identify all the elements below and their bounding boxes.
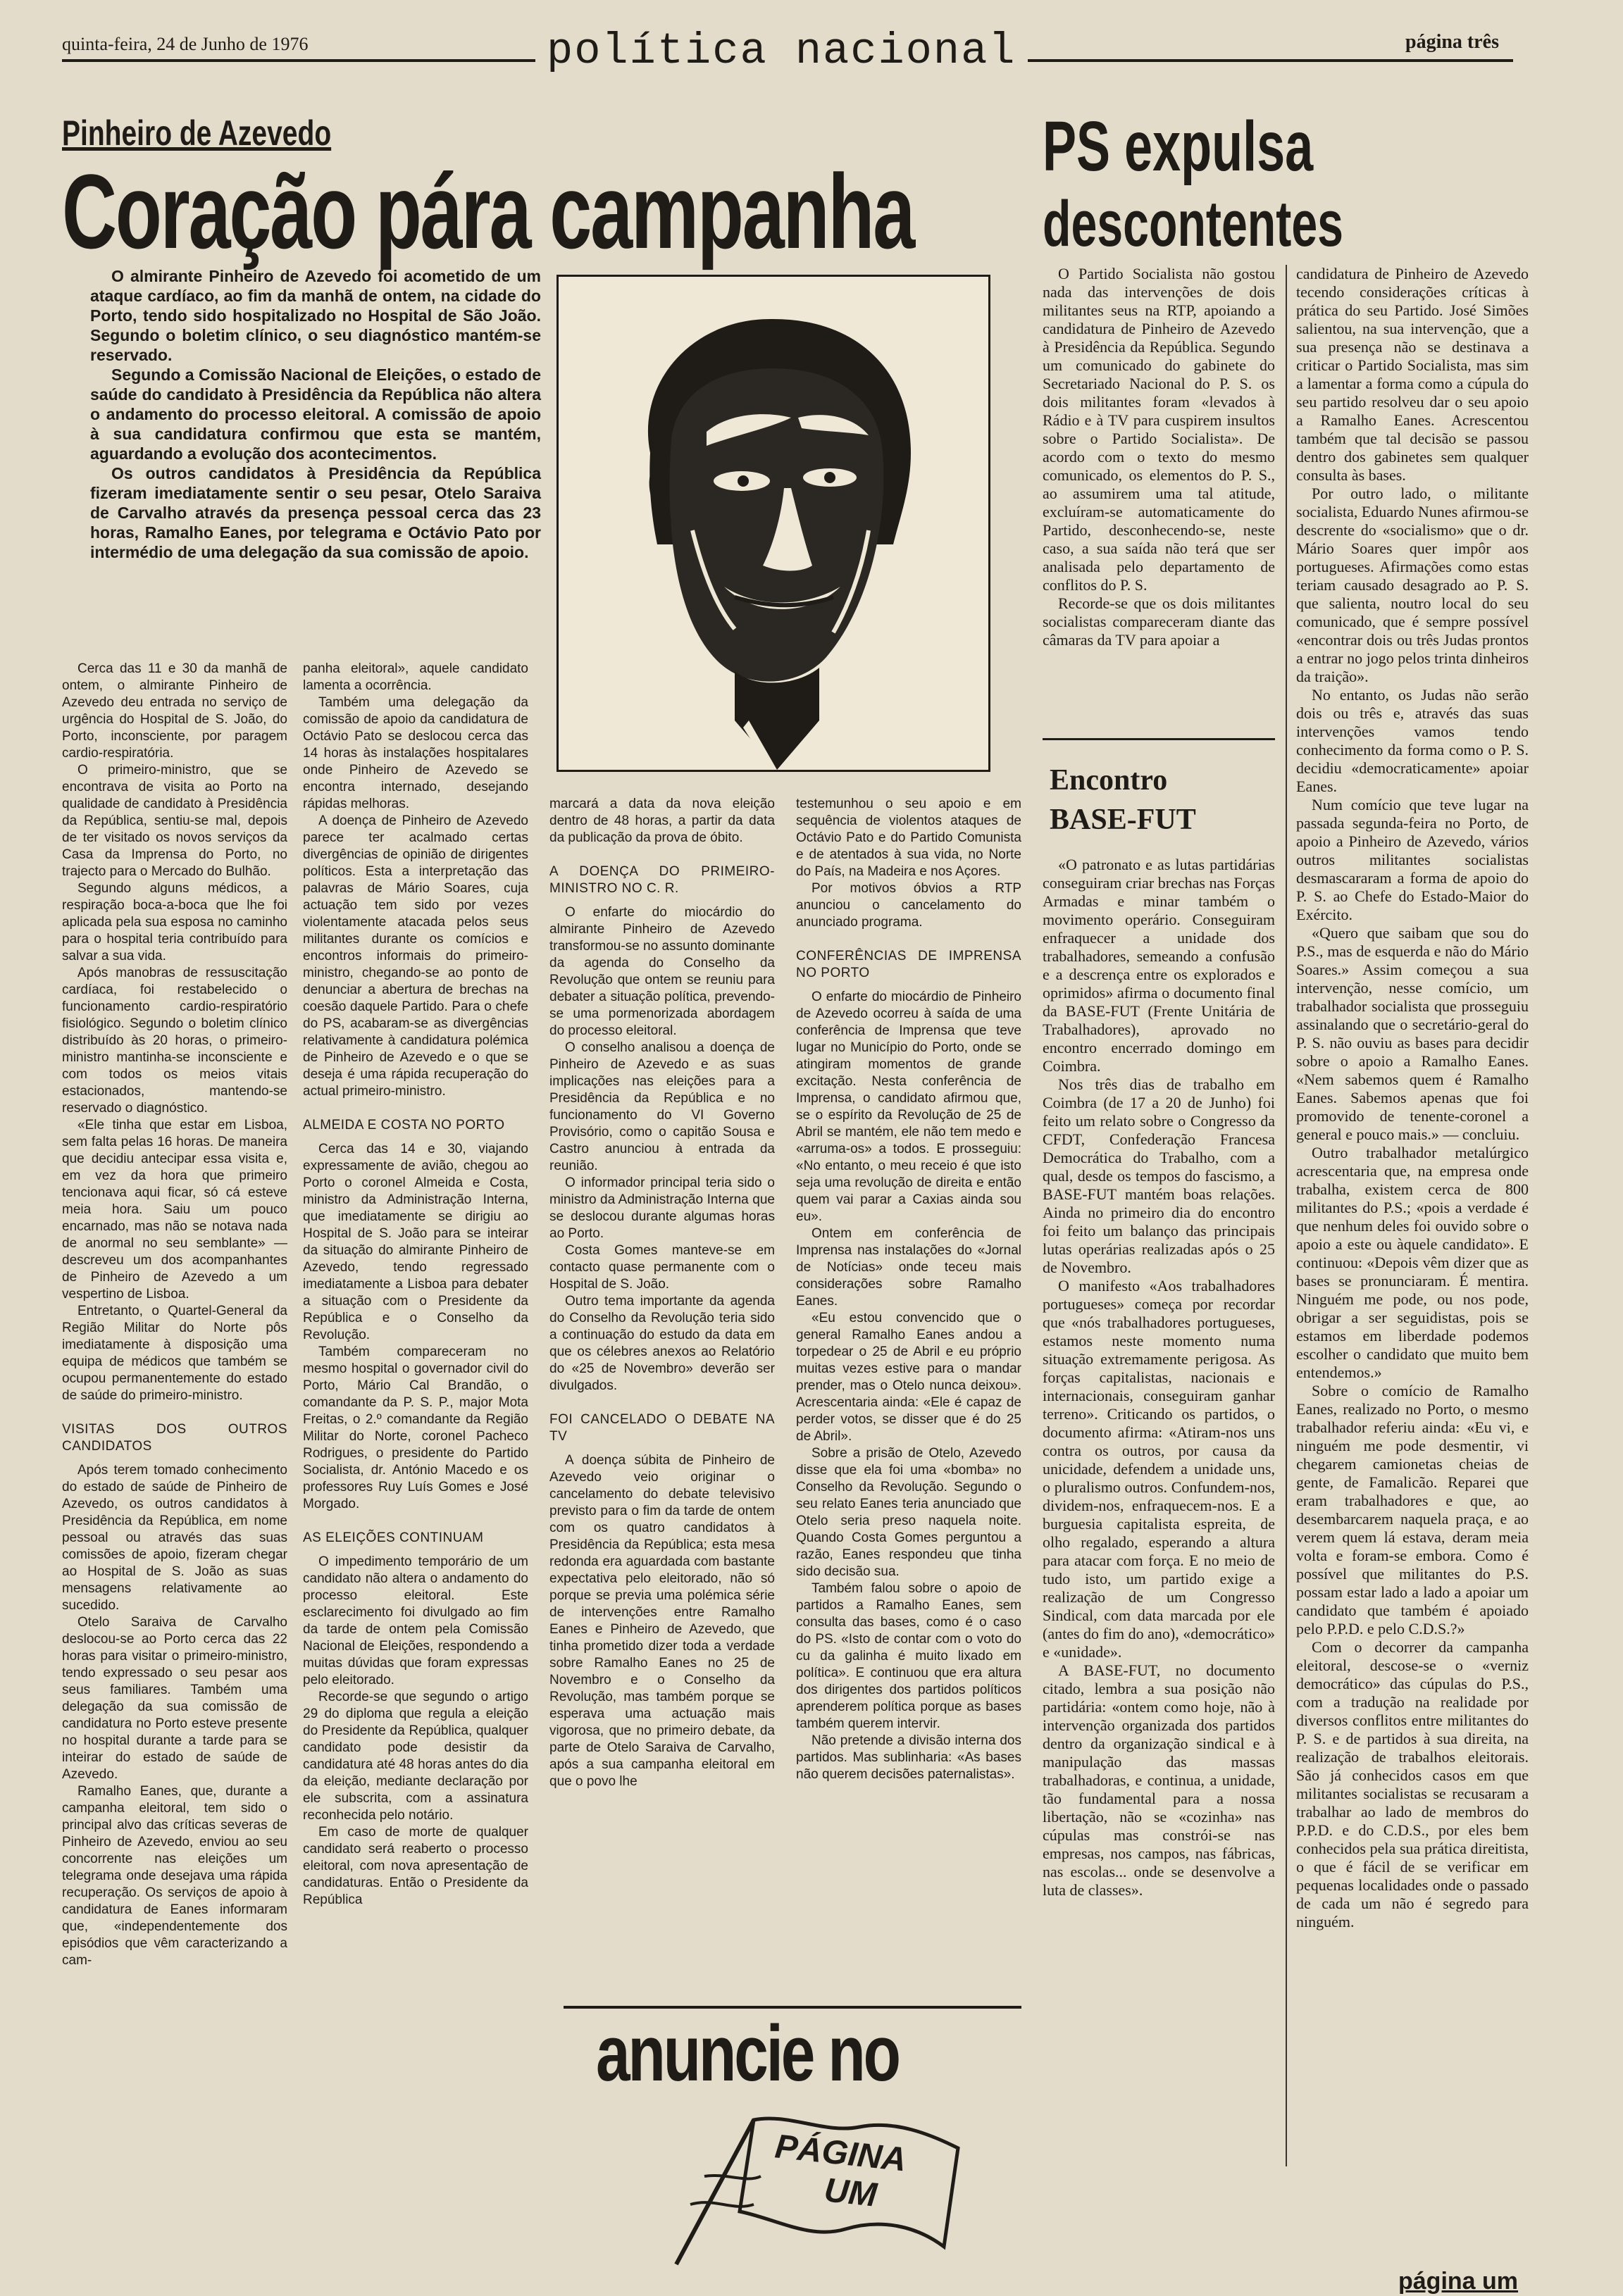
paragraph: Cerca das 11 e 30 da manhã de ontem, o almirante Pinheiro de Azevedo deu entrada no serviço de urgência do Hospital de S. João, do Porto, inconsciente, por paragem cardio-respiratória. [62,661,287,761]
paragraph: «Ele tinha que estar em Lisboa, sem falta pelas 16 horas. De maneira que decidiu antecipar essa visita e, em vez da hora que primeiro tencionava aqui ficar, só cá esteve meia hora. Saiu um pouco encarnado, mas não se notava nada de anormal no seu semblante» — descreveu um dos acompanhantes de Pinheiro de Azevedo a um vespertino de Lisboa. [62,1118,287,1302]
paragraph: Sobre a prisão de Otelo, Azevedo disse que ela foi uma «bomba» no Conselho da Revolução. Segundo o seu relato Eanes teria anunciado que Otelo seria preso naquela noite. Quando Costa Gomes perguntou a razão, Eanes respondeu que tinha sido decisão sua. [796,1446,1021,1579]
article-column-3 [549,796,775,1790]
paragraph: O manifesto «Aos trabalhadores portugueses» começa por recordar que «nós trabalhadores portugueses, estamos neste momento numa situação extremamente perigosa. As forças capitalistas, nacionais e internacionais, conseguiram ganhar terreno». Criticando os partidos, o documento afirma: «Atiram-nos uns contra os outros, por causa da unicidade, defendem a unidade uns, o pluralismo outros. Confundem-nos, dividem-nos, enfraquecem-nos. E a burguesia capitalista espreita, de olho regalado, esperando a altura para atacar com força. E no meio de tudo isto, um partido exige a realização de um Congresso Sindical, com data marcada por ele (antes do fim do ano), «democrático» e «unidade». [1043,1277,1275,1661]
flag-icon [648,2106,986,2268]
subheading: VISITAS DOS OUTROS CANDIDATOS [62,1422,287,1454]
paragraph: A doença de Pinheiro de Azevedo parece ter acalmado certas divergências de opinião de dirigentes políticos. Esta a interpretação das palavras de Mário Soares, cuja actuação tem sido por vezes violentamente atacada pelos seus militantes durante os comícios e encontros informais do primeiro-ministro, chegando-se ao ponto de denunciar a abertura de brechas na coesão daquele Partido. Para o chefe do PS, acabaram-se as divergências relativamente à candidatura polémica de Pinheiro de Azevedo e o que se deseja é uma rápida recuperação do actual primeiro-ministro. [303,813,528,1099]
paragraph: «Eu estou convencido que o general Ramalho Eanes andou a torpedear o 25 de Abril e eu próprio muitas vezes estive para o mandar prender, mas o Otelo nunca deixou». Acrescentaria ainda: «Ele é capaz de perder votos, se disser que é do 25 de Abril». [796,1311,1021,1444]
side-headline-line-1: PS expulsa [1043,107,1314,186]
ad-flag-line-2: UM [822,2171,879,2214]
paragraph: testemunhou o seu apoio e em sequência de violentos ataques de Octávio Pato e do Partido Comunista e de atentados à sua vida, no Norte do País, na Madeira e nos Açores. [796,797,1021,879]
paragraph: Recorde-se que segundo o artigo 29 do diploma que regula a eleição do Presidente da República, qualquer candidato pode desistir da candidatura até 48 horas antes do dia da eleição, mediante declaração por ele subscrita, com a assinatura reconhecida pelo notário. [303,1690,528,1823]
box-headline [1050,761,1196,840]
paragraph: Por outro lado, o militante socialista, Eduardo Nunes afirmou-se descrente do «socialismo» que o dr. Mário Soares quer impôr aos portugueses. Afirmações como estas teriam causado desagrado ao P. S. que salienta, noutro local do seu comunicado, que é sempre possível «encontrar dois ou três Judas prontos a entrar no jogo pelos trinta dinheiros da traição». [1296,485,1529,685]
page-label: página três [1405,31,1499,53]
paragraph: «Quero que saibam que sou do P.S., mas de esquerda e não do Mário Soares.» Assim começou a sua intervenção, nesse comício, um trabalhador socialista que prosseguiu assinalando que o secretário-geral do P. S. não ouviu as bases para decidir sobre o apoio a Ramalho Eanes. «Nem sabemos quem é Ramalho Eanes. Sabemos apenas que foi promovido de tenente-coronel a general e pouco mais.» — concluiu. [1296,924,1529,1143]
issue-date: quinta-feira, 24 de Junho de 1976 [62,34,309,54]
paragraph: Outro trabalhador metalúrgico acrescentaria que, na empresa onde trabalha, existem cerca de 800 militantes do P.S.; «pois a verdade é que nenhum deles foi ouvido sobre o apoio a este ou àquele candidato». E continuou: «Depois vêm dizer que as bases se pronunciaram. É mentira. Ninguém me pode, ou nos pode, obrigar a ser seguidistas, pois se estamos em liberdade podemos escolher o candidato que muito bem entendemos.» [1296,1144,1529,1381]
story-kicker: Pinheiro de Azevedo [62,113,332,153]
paragraph: marcará a data da nova eleição dentro de 48 horas, a partir da data da publicação da prova de óbito. [549,797,775,845]
main-headline: Coração pára campanha [62,152,914,270]
paragraph: Ontem em conferência de Imprensa nas instalações do «Jornal de Notícias» onde teceu mais considerações sobre Ramalho Eanes. [796,1226,1021,1309]
paragraph: candidatura de Pinheiro de Azevedo tecendo considerações críticas à prática do seu Partido. José Simões salientou, na sua intervenção, que a sua presença não se destinava a criticar o Partido Socialista, mas sim a lamentar a forma como a cúpula do seu partido resolveu dar o seu apoio a Ramalho Eanes. Acrescentou também que tal decisão se passou dentro dos gabinetes sem qualquer consulta às bases. [1296,265,1529,484]
paragraph: A BASE-FUT, no documento citado, lembra a sua posição não partidária: «ontem como hoje, não à intervenção organizada dos partidos dentro da organização sindical e à manipulação das massas trabalhadoras, e continua, a unidade, tão fundamental para a nossa libertação, não se «cozinha» nas cúpulas mas constrói-se nas empresas, nos campos, nas fábricas, nas escolas... onde se desenvolve a luta de classes». [1043,1661,1275,1899]
paragraph: Nos três dias de trabalho em Coimbra (de 17 a 20 de Junho) foi feito um relato sobre o Congresso da CFDT, Confederação Francesa Democrática do Trabalho, com a qual, desde os tempos do fascismo, a BASE-FUT mantém boas relações. Ainda no primeiro dia do encontro foi feito um balanço das principais lutas operárias realizadas após o 25 de Novembro. [1043,1075,1275,1276]
portrait-photo [556,275,990,772]
portrait-illustration [559,277,988,770]
paragraph: Costa Gomes manteve-se em contacto quase permanente com o Hospital de S. João. [549,1243,775,1292]
ad-text: anuncie no [596,2009,899,2097]
subheading: A DOENÇA DO PRIMEIRO-MINISTRO NO C. R. [549,864,775,896]
paragraph: Entretanto, o Quartel-General da Região Militar do Norte pôs imediatamente à disposição uma equipa de médicos que também se ocupou permanentemente do estado de saúde do primeiro-ministro. [62,1304,287,1403]
paragraph: Por motivos óbvios a RTP anunciou o cancelamento do anunciado programa. [796,881,1021,930]
paragraph: O enfarte do miocárdio do almirante Pinheiro de Azevedo transformou-se no assunto dominante da agenda do Conselho da Revolução que ontem se reuniu para debater a situação política, prevendo-se uma pormenorizada abordagem do processo eleitoral. [549,905,776,1038]
paragraph: Recorde-se que os dois militantes socialistas compareceram diante das câmaras da TV para apoiar a [1043,594,1275,649]
paragraph: O informador principal teria sido o ministro da Administração Interna que se deslocou durante algumas horas ao Porto. [549,1175,775,1241]
ad-flag-logo [648,2106,986,2268]
paragraph: Após manobras de ressuscitação cardíaca, foi restabelecido o funcionamento cardio-respiratório fisiológico. Segundo o boletim clínico distribuído às 20 horas, o primeiro-ministro mantinha-se inconsciente e com todos os meios vitais estacionados, mantendo-se reservado o diagnóstico. [62,966,287,1116]
page-footer: página um [1398,2268,1519,2295]
story-separator [1043,738,1275,740]
paragraph: O impedimento temporário de um candidato não altera o andamento do processo eleitoral. Este esclarecimento foi divulgado ao fim da tarde de ontem pela Comissão Nacional de Eleições, respondendo a muitas dúvidas que foram expressas pelo eleitorado. [303,1554,528,1687]
paragraph: Ramalho Eanes, que, durante a campanha eleitoral, tem sido o principal alvo das críticas severas de Pinheiro de Azevedo, enviou ao seu concorrente nas eleições um telegrama onde desejava uma rápida recuperação. Os serviços de apoio à candidatura de Eanes informaram que, «independentemente dos episódios que vêm caracterizando a cam- [62,1784,287,1968]
paragraph: Também falou sobre o apoio de partidos a Ramalho Eanes, sem consulta das bases, como é o caso do PS. «Isto de contar com o voto do cu da galinha é muito lixado em política». E continuou que era altura dos dirigentes dos partidos políticos aprenderem política porque as bases também querem intervir. [796,1581,1021,1731]
paragraph: Otelo Saraiva de Carvalho deslocou-se ao Porto cerca das 22 horas para visitar o primeiro-ministro, tendo expressado o seu pesar aos seus familiares. Também uma delegação da sua comissão de candidatura no Porto esteve presente no hospital durante a tarde para se inteirar do estado de saúde de Azevedo. [62,1615,287,1782]
ad-flag-line-1: PÁGINA [773,2128,908,2179]
subheading: AS ELEIÇÕES CONTINUAM [303,1530,484,1545]
box-headline-line-2: BASE-FUT [1050,804,1196,836]
box-headline-line-1: Encontro [1050,764,1168,797]
paragraph: Também compareceram no mesmo hospital o governador civil do Porto, Mário Cal Brandão, o comandante da P. S. P., major Mota Freitas, o 2.º comandante da Região Militar do Norte, coronel Pacheco Rodrigues, o presidente do Partido Socialista, dr. António Macedo e os professores Ruy Luís Gomes e José Morgado. [303,1344,528,1511]
ad-rule [564,2006,1021,2009]
paragraph: Num comício que teve lugar na passada segunda-feira no Porto, de apoio a Pinheiro de Azevedo, vários outros militantes socialistas desmascararam a forma de apoio do P. S. ao Chefe do Estado-Maior do Exército. [1296,796,1529,923]
paragraph: «O patronato e as lutas partidárias conseguiram criar brechas nas Forças Armadas e minar também o movimento operário. Conseguiram enfraquecer a unidade dos trabalhadores, semeando a confusão e a descrença entre os explorados e oprimidos» afirma o documento final da BASE-FUT (Frente Unitária de Trabalhadores), aprovado no encontro encerrado domingo em Coimbra. [1043,856,1275,1075]
paragraph: A doença súbita de Pinheiro de Azevedo veio originar o cancelamento do debate televisivo previsto para o fim da tarde de ontem com os quatro candidatos à Presidência da República; esta mesa redonda era aguardada com bastante expectativa pelo eleitorado, não só porque se previa uma polémica série de intervenções entre Ramalho Eanes e Pinheiro de Azevedo, que tinha prometido dizer toda a verdade sobre Ramalho Eanes no 25 de Novembro e o Conselho da Revolução, mas também porque se esperava uma actuação mais vigorosa, que no primeiro debate, da parte de Otelo Saraiva de Carvalho, após a sua campanha eleitoral em que o povo lhe [549,1453,775,1789]
paragraph: No entanto, os Judas não serão dois ou três e, através das suas intervenções vamos tendo conhecimento da forma como o P. S. decidiu «democraticamente» apoiar Eanes. [1296,686,1529,795]
paragraph: panha eleitoral», aquele candidato lamenta a ocorrência. [303,661,528,693]
side-column-1 [1043,265,1275,649]
paragraph: Segundo alguns médicos, a respiração boca-a-boca que lhe foi aplicada pela sua esposa no caminho para o hospital teria contribuído para salvar a sua vida. [62,881,287,963]
subheading: FOI CANCELADO O DEBATE NA TV [549,1412,775,1444]
paragraph: O conselho analisou a doença de Pinheiro de Azevedo e as suas implicações nas eleições para a Presidência da República e no funcionamento do VI Governo Provisório, como o capitão Sousa e Castro anunciou à entrada da reunião. [549,1040,775,1173]
paragraph: Em caso de morte de qualquer candidato será reaberto o processo eleitoral, com nova apresentação de candidaturas. Então o Presidente da República [303,1825,528,1907]
article-column-1 [62,661,287,1969]
paragraph: Com o decorrer da campanha eleitoral, descose-se o «verniz democrático» das cúpulas do P.S., com a tradução na realidade por diversos conflitos entre militantes do P. S. e de partidos à sua direita, na realização de trabalhos eleitorais. São já conhecidos casos em que militantes socialistas se recusaram a trabalhar ao lado de membros do P.P.D. e do C.D.S., por eles bem conhecidos pela sua prática direitista, o que é fácil de se verificar em pequenas localidades onde o passado de cada um não é segredo para ninguém. [1296,1638,1529,1930]
column-divider [1286,265,1287,2166]
paragraph: Após terem tomado conhecimento do estado de saúde de Pinheiro de Azevedo, os outros candidatos à Presidência da República, em nome pessoal ou através das suas comissões de apoio, fizeram chegar ao Hospital de S. João as suas mensagens relativamente ao sucedido. [62,1463,287,1613]
paragraph: Outro tema importante da agenda do Conselho da Revolução teria sido a continuação do estudo da data em que os célebres anexos ao Relatório do «25 de Novembro» deverão ser divulgados. [549,1294,775,1393]
box-column [1043,856,1275,1899]
side-column-2 [1296,265,1529,1931]
paragraph: O primeiro-ministro, que se encontrava de visita ao Porto na qualidade de candidato à Presidência da República, sentiu-se mal, depois de ter visitado os novos serviços da Casa da Imprensa do Porto, no trajecto para o Mercado do Bulhão. [62,763,287,879]
paragraph: Não pretende a divisão interna dos partidos. Mas sublinharia: «As bases não querem decisões paternalistas». [796,1733,1021,1782]
lead-paragraphs [90,266,541,562]
lead-paragraph: Os outros candidatos à Presidência da República fizeram imediatamente sentir o seu pesar, Otelo Saraiva de Carvalho através da presença pessoal cerca das 23 horas, Ramalho Eanes, por telegrama e Octávio Pato por intermédio de uma delegação da sua comissão de apoio. [90,464,541,561]
paragraph: O enfarte do miocárdio de Pinheiro de Azevedo ocorreu à saída de uma conferência de Imprensa que teve lugar no Município do Porto, onde se atingiram momentos de grande excitação. Nesta conferência de Imprensa, o candidato afirmou que, se o espírito da Revolução de 25 de Abril se mantém, ele não tem medo e «arruma-os» a todos. E prosseguiu: «No entanto, o meu receio é que isto seja uma revolução de direita e então quem vai parar a Caxias ainda sou eu». [796,990,1021,1224]
article-column-4 [796,796,1021,1783]
paragraph: Sobre o comício de Ramalho Eanes, realizado no Porto, o mesmo trabalhador referiu ainda: «Eu vi, e ninguém me pode desmentir, vi chegarem camionetas cheias de gente, de Famalicão. Reparei que eram trabalhadores e que, ao desembarcarem naquela praça, e ao verem quem lá estava, deram meia volta e foram-se embora. Como é possível que militantes do P.S. possam estar lado a lado a apoiar um candidato que também é apoiado pelo P.P.D. e pelo C.D.S.?» [1296,1382,1529,1637]
paragraph: Também uma delegação da comissão de apoio da candidatura de Octávio Pato se deslocou cerca das 14 horas às instalações hospitalares onde Pinheiro de Azevedo se encontra internado, desejando rápidas melhoras. [303,695,528,811]
subheading: CONFERÊNCIAS DE IMPRENSA NO PORTO [796,949,1021,980]
lead-paragraph: O almirante Pinheiro de Azevedo foi acometido de um ataque cardíaco, ao fim da manhã de ontem, na cidade do Porto, tendo sido hospitalizado no Hospital de São João. Segundo o boletim clínico, o seu diagnóstico mantém-se reservado. [90,267,541,364]
article-column-2 [303,661,528,1909]
paragraph: Cerca das 14 e 30, viajando expressamente de avião, chegou ao Porto o coronel Almeida e Costa, ministro da Administração Interna, que imediatamente se dirigiu ao Hospital de S. João para se inteirar da situação do almirante Pinheiro de Azevedo, tendo regressado imediatamente a Lisboa para debater a situação com o Presidente da República e o Conselho da Revolução. [303,1142,528,1342]
lead-paragraph: Segundo a Comissão Nacional de Eleições, o estado de saúde do candidato à Presidência da República não altera o andamento do processo eleitoral. A comissão de apoio à sua candidatura confirmou que esta se mantém, aguardando a evolução dos acontecimentos. [90,366,541,463]
side-headline-line-2: descontentes [1043,188,1344,260]
section-title: política nacional [535,30,1028,73]
subheading: ALMEIDA E COSTA NO PORTO [303,1118,505,1133]
paragraph: O Partido Socialista não gostou nada das intervenções de dois militantes seus na RTP, apoiando a candidatura de Pinheiro de Azevedo à Presidência da República. Segundo um comunicado do gabinete do Secretariado Nacional do P. S. os dois militantes foram «levados à Rádio e à TV para cuspirem insultos sobre o Partido Socialista». De acordo com o texto do mesmo comunicado, os elementos do P. S., ao assumirem uma tal atitude, excluíram-se automaticamente do Partido, desconhecendo-se, neste caso, a sua saída não terá que ser analisada pelo departamento de conflitos do P. S. [1043,265,1275,594]
